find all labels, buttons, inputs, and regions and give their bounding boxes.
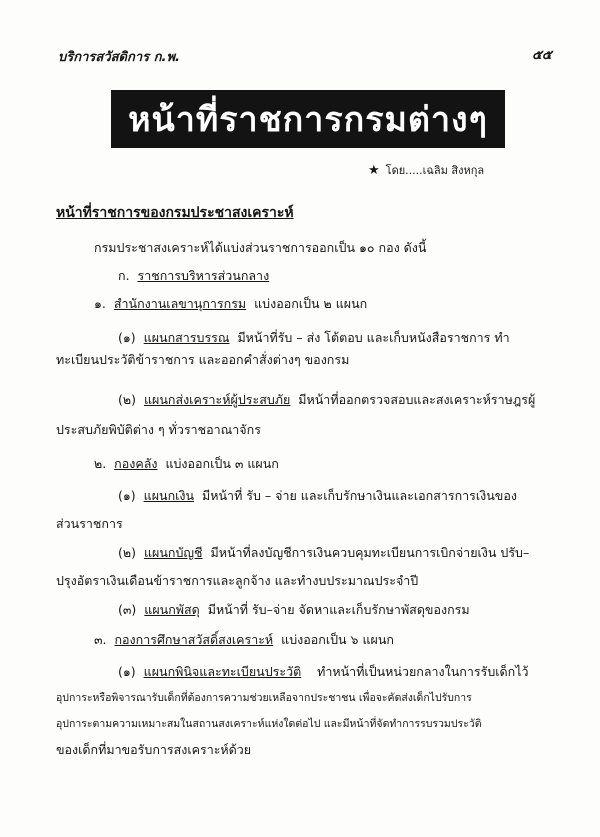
- item-1-sub-1-line-2: ทะเบียนประวัติข้าราชการ และออกคำสั่งต่างๆ ของกรม: [56, 352, 350, 367]
- item-2-sub-1-line-1: [118, 488, 517, 504]
- sub-name: แผนกพัสดุ: [144, 602, 200, 617]
- item-1-sub-1-line-1: [118, 330, 510, 346]
- sub-number: (๓): [118, 602, 137, 617]
- item-2-heading: [94, 456, 279, 472]
- page-number: ๕๕: [532, 48, 552, 63]
- item-2-sub-2-line-1: [118, 545, 529, 561]
- item-name: กองการศึกษาสวัสดิ์สงเคราะห์: [114, 632, 274, 647]
- item-3-sub-1-line-3: อุปการะตามความเหมาะสมในสถานสงเคราะห์แห่งใดต่อไป และมีหน้าที่จัดทำการรบรวมประวัติ: [56, 718, 482, 730]
- sub-number: (๑): [118, 488, 136, 503]
- item-number: ๒.: [94, 456, 107, 471]
- sub-name: แผนกส่งเคราะห์ผู้ประสบภัย: [143, 392, 291, 407]
- item-number: ๓.: [94, 632, 107, 647]
- sub-number: (๑): [118, 330, 136, 345]
- banner-title-text: หน้าที่ราชการกรมต่างๆ: [128, 100, 488, 140]
- byline: [368, 161, 484, 179]
- item-1-heading: [94, 296, 367, 312]
- section-title: หน้าที่ราชการของกรมประชาสงเคราะห์: [56, 205, 294, 221]
- item-suffix: แบ่งออกเป็น ๖ แผนก: [281, 632, 394, 647]
- item-suffix: แบ่งออกเป็น ๒ แผนก: [254, 296, 368, 311]
- item-name: กองคลัง: [114, 456, 158, 471]
- sub-text: มีหน้าที่ รับ – จ่าย และเก็บรักษาเงินและเอกสารการเงินของ: [202, 488, 517, 503]
- sub-number: (๑): [118, 664, 136, 679]
- sub-text: มีหน้าที่ รับ–จ่าย จัดหาและเก็บรักษาพัสดุของกรม: [207, 602, 470, 617]
- sub-text: มีหน้าที่ลงบัญชีการเงินควบคุมทะเบียนการเบิกจ่ายเงิน ปรับ–: [210, 545, 530, 560]
- journal-header: บริการสวัสดิการ ก.พ.: [58, 50, 180, 65]
- sub-name: แผนกเงิน: [143, 488, 195, 503]
- item-3-heading: [94, 632, 394, 648]
- item-name: สำนักงานเลขานุการกรม: [113, 296, 247, 311]
- item-2-sub-3-line-1: [118, 602, 470, 618]
- sub-number: (๒): [118, 545, 136, 560]
- item-1-sub-2-line-1: [118, 392, 535, 408]
- byline-text: โดย.....เฉลิม สิงหกุล: [385, 164, 485, 177]
- banner-title: [111, 90, 505, 148]
- part-a-label: ก.: [118, 268, 130, 283]
- intro-paragraph: กรมประชาสงเคราะห์ได้แบ่งส่วนราชการออกเป็น ๑๐ กอง ดังนี้: [94, 240, 427, 255]
- sub-text: ทำหน้าที่เป็นหน่วยกลางในการรับเด็กไว้: [317, 664, 529, 679]
- sub-text: มีหน้าที่ออกตรวจสอบและสงเคราะห์ราษฎรผู้: [298, 392, 536, 407]
- sub-name: แผนกพินิจและทะเบียนประวัติ: [143, 664, 302, 679]
- part-a-title: ราชการบริหารส่วนกลาง: [137, 268, 270, 283]
- item-3-sub-1-line-4: ของเด็กที่มาขอรับการสงเคราะห์ด้วย: [56, 742, 252, 757]
- sub-name: แผนกบัญชี: [143, 545, 203, 560]
- sub-text: มีหน้าที่รับ – ส่ง โต้ตอบ และเก็บหนังสือราชการ ทำ: [237, 330, 510, 345]
- star-icon: ★: [368, 163, 380, 178]
- item-1-sub-2-line-2: ประสบภัยพิบัติต่าง ๆ ทั่วราชอาณาจักร: [56, 422, 261, 437]
- item-3-sub-1-line-2: อุปการะหรือพิจารณารับเด็กที่ต้องการความช่วยเหลือจากประชาชน เพื่อจะคัดส่งเด็กไปรับการ: [56, 692, 472, 704]
- part-a-heading: [118, 268, 269, 284]
- item-suffix: แบ่งออกเป็น ๓ แผนก: [165, 456, 279, 471]
- item-2-sub-1-line-2: ส่วนราชการ: [56, 516, 123, 531]
- item-2-sub-2-line-2: ปรุงอัตราเงินเดือนข้าราชการและลูกจ้าง และทำงบประมาณประจำปี: [56, 573, 419, 588]
- sub-number: (๒): [118, 392, 136, 407]
- item-3-sub-1-line-1: [118, 664, 529, 680]
- sub-name: แผนกสารบรรณ: [143, 330, 230, 345]
- item-number: ๑.: [94, 296, 106, 311]
